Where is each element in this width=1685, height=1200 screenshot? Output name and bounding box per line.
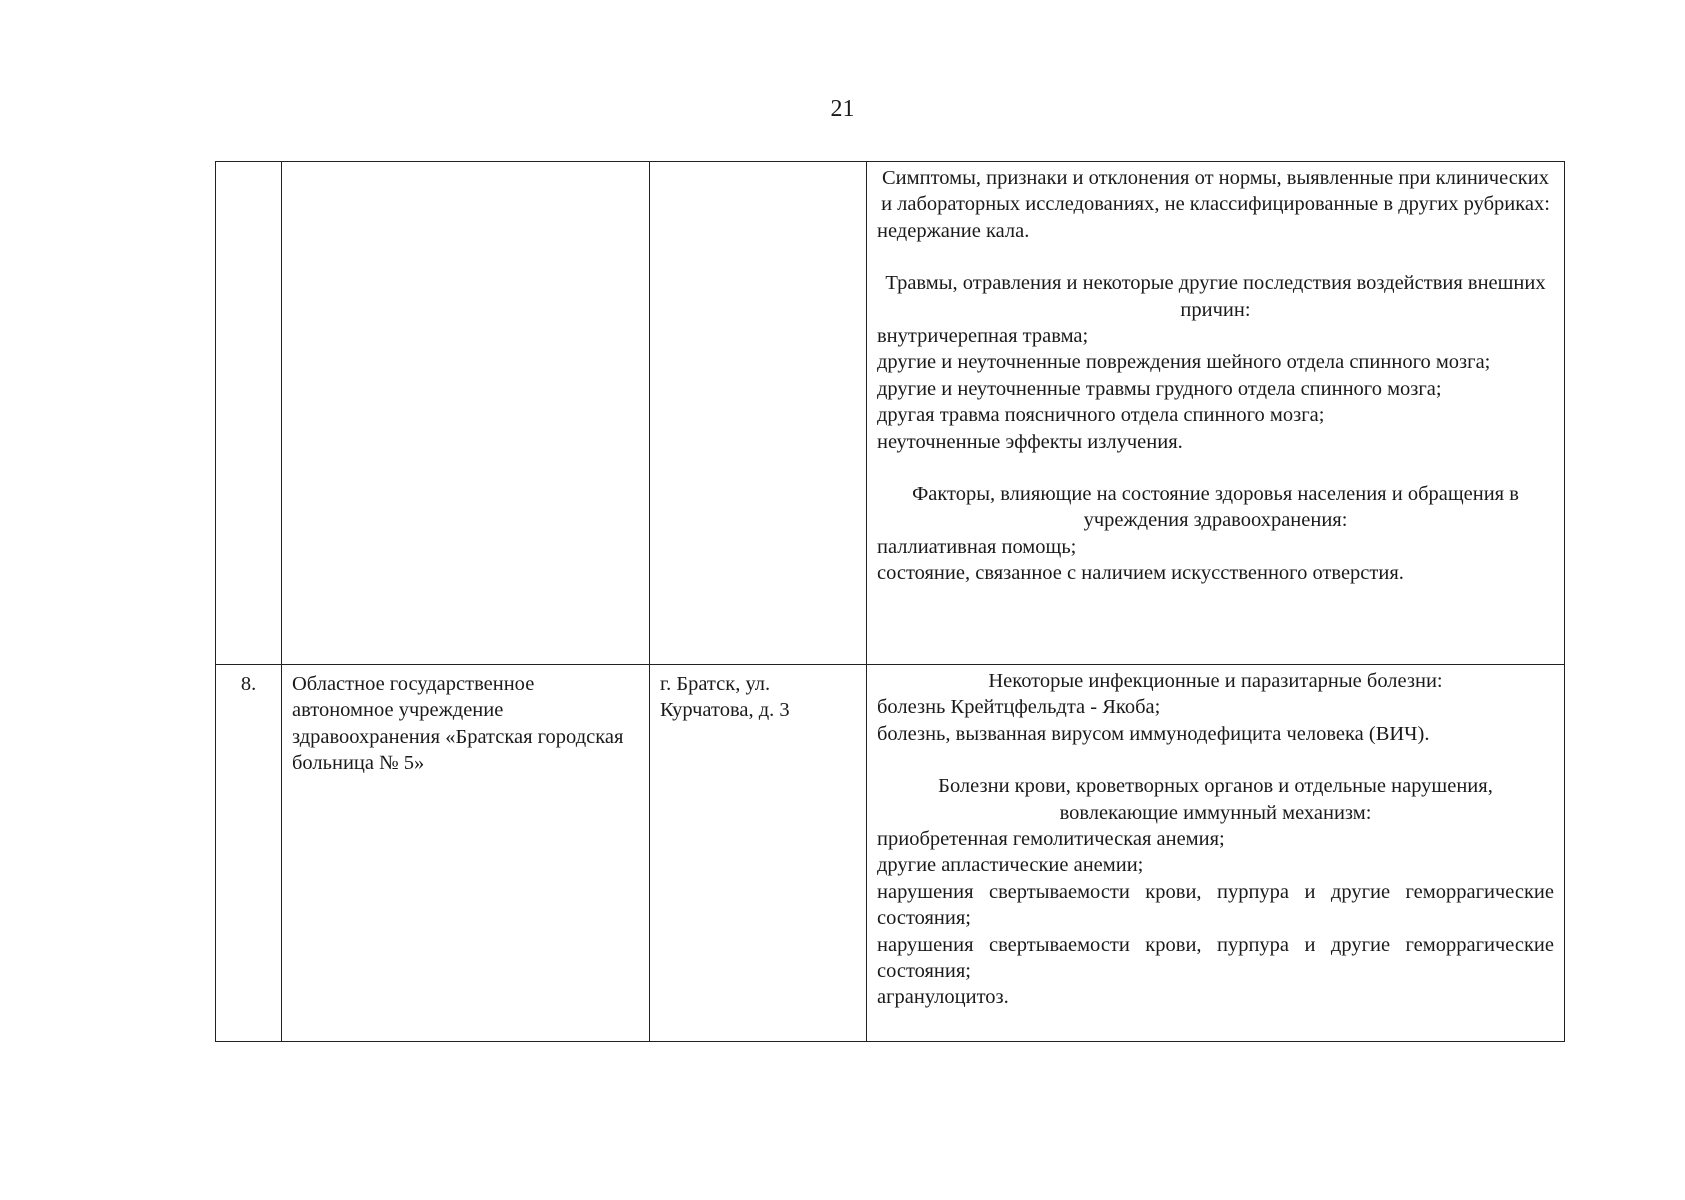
organization-cell: Областное государственное автономное учреждение здравоохранения «Братская городская больница № 5» [282, 665, 650, 1042]
section-heading: Симптомы, признаки и отклонения от нормы, выявленные при клинических и лабораторных исследованиях, не классифицированные в других рубриках: [881, 167, 1550, 216]
diagnosis-section [877, 165, 1554, 244]
diagnosis-item: неуточненные эффекты излучения. [877, 430, 1183, 453]
section-heading: Болезни крови, кроветворных органов и отдельные нарушения, вовлекающие иммунный механизм: [938, 775, 1493, 824]
diagnosis-section [877, 668, 1554, 747]
facilities-table [215, 161, 1565, 1042]
diagnosis-item: другие апластические анемии; [877, 854, 1144, 877]
section-heading: Травмы, отравления и некоторые другие последствия воздействия внешних причин: [885, 272, 1546, 321]
address-cell [650, 162, 867, 665]
organization-cell [282, 162, 650, 665]
diagnosis-item: болезнь, вызванная вирусом иммунодефицита человека (ВИЧ). [877, 722, 1430, 745]
diagnosis-item: другая травма поясничного отдела спинного мозга; [877, 404, 1325, 427]
row-number-cell [216, 162, 282, 665]
section-heading: Некоторые инфекционные и паразитарные болезни: [988, 670, 1443, 692]
address-cell: г. Братск, ул. Курчатова, д. 3 [650, 665, 867, 1042]
diagnosis-item: нарушения свертываемости крови, пурпура и другие геморрагические состояния; [877, 880, 1554, 930]
row-number-cell: 8. [216, 665, 282, 1042]
diagnosis-item: агранулоцитоз. [877, 986, 1009, 1009]
diagnosis-item: болезнь Крейтцфельдта - Якоба; [877, 696, 1161, 719]
table-row [216, 162, 1565, 665]
section-heading: Факторы, влияющие на состояние здоровья населения и обращения в учреждения здравоохранения: [912, 483, 1519, 532]
diagnosis-section [877, 270, 1554, 455]
diagnosis-section [877, 773, 1554, 1011]
diagnosis-item: внутричерепная травма; [877, 325, 1089, 348]
diagnosis-item: состояние, связанное с наличием искусственного отверстия. [877, 562, 1404, 585]
diagnoses-cell [867, 162, 1565, 665]
table-row [216, 665, 1565, 1042]
diagnosis-item: недержание кала. [877, 219, 1030, 242]
diagnosis-item: другие и неуточненные повреждения шейного отдела спинного мозга; [877, 351, 1491, 374]
diagnosis-item: другие и неуточненные травмы грудного отдела спинного мозга; [877, 377, 1442, 400]
diagnoses-cell [867, 665, 1565, 1042]
page-number: 21 [830, 96, 855, 122]
diagnosis-item: приобретенная гемолитическая анемия; [877, 828, 1225, 851]
diagnosis-item: нарушения свертываемости крови, пурпура и другие геморрагические состояния; [877, 933, 1554, 983]
diagnosis-section [877, 481, 1554, 587]
diagnosis-item: паллиативная помощь; [877, 535, 1077, 558]
